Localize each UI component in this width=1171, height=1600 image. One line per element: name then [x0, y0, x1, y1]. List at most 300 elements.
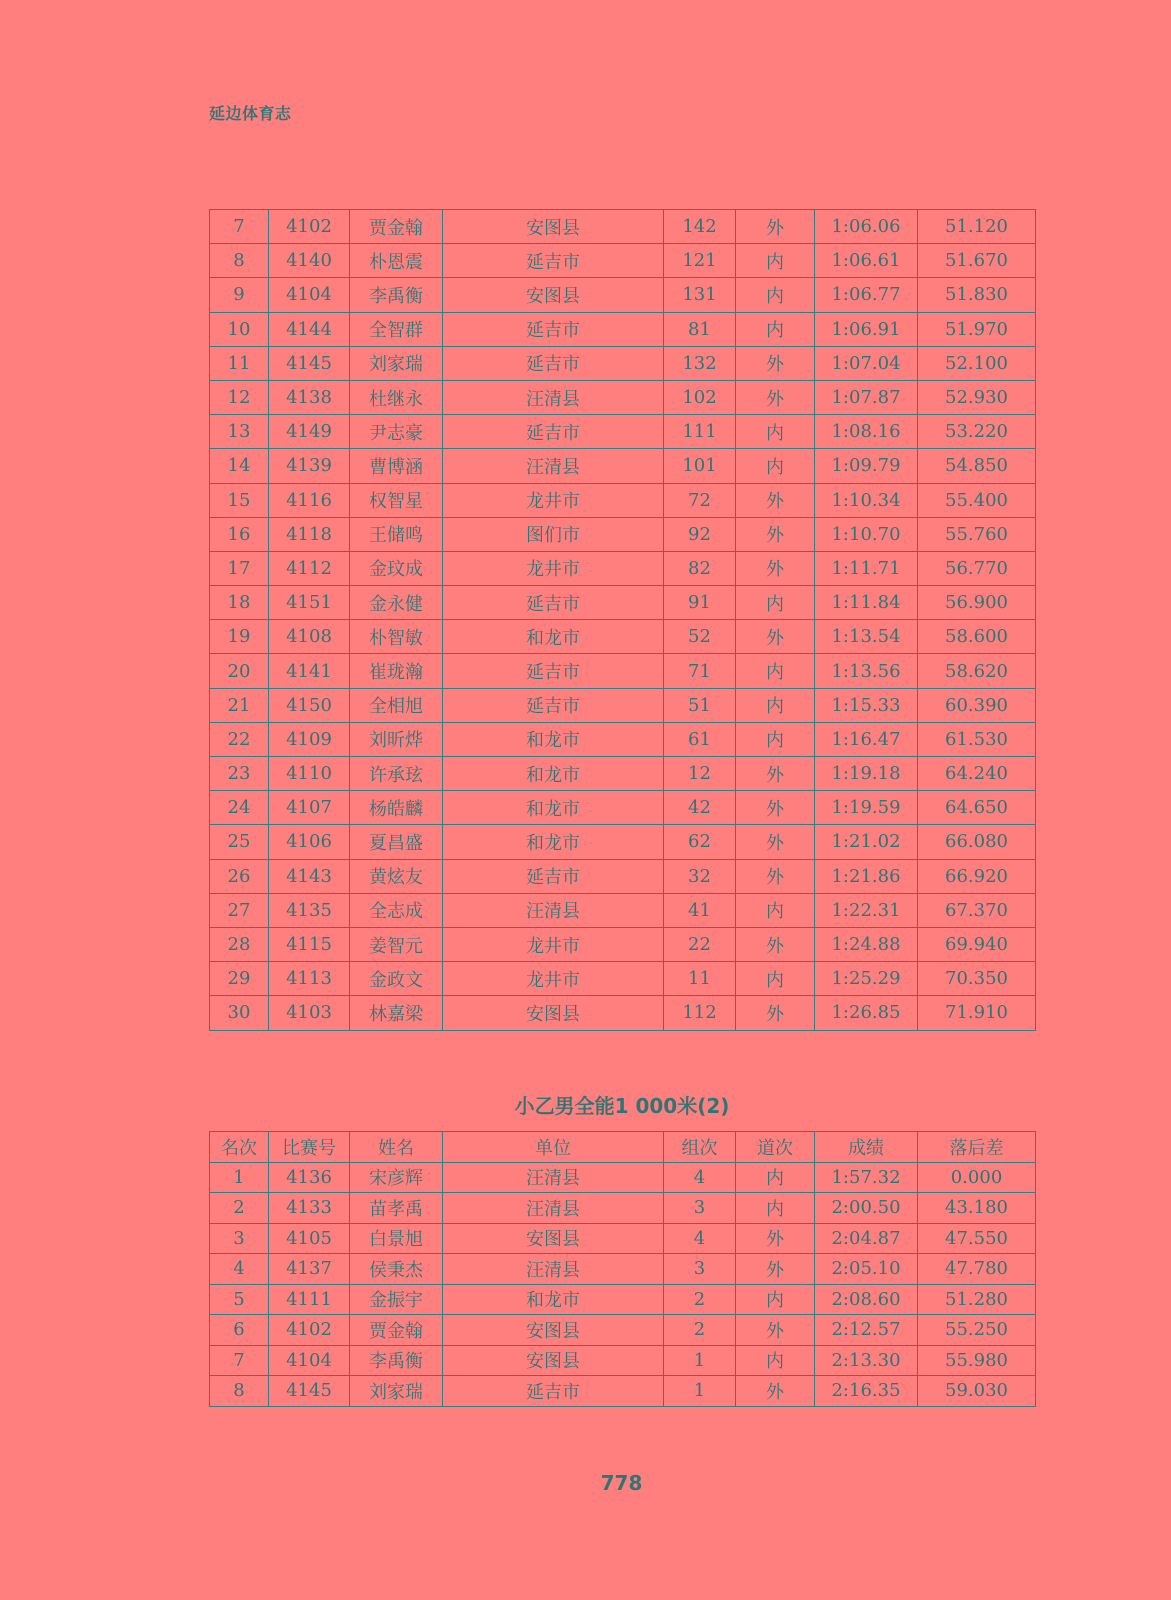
table-row [210, 996, 1036, 1030]
gap-cell: 51.280 [918, 1284, 1036, 1315]
group-cell: 42 [664, 791, 736, 825]
group-cell: 112 [664, 996, 736, 1030]
lane-cell: 外 [736, 996, 815, 1030]
unit-cell: 安图县 [443, 1223, 664, 1254]
bib-number-cell: 4145 [269, 346, 350, 380]
table-row [210, 278, 1036, 312]
time-cell: 1:21.02 [815, 825, 918, 859]
unit-cell: 安图县 [443, 996, 664, 1030]
athlete-name-cell: 刘家瑞 [350, 1376, 443, 1407]
gap-cell: 51.670 [918, 244, 1036, 278]
time-cell: 1:24.88 [815, 927, 918, 961]
lane-cell: 外 [736, 620, 815, 654]
athlete-name-cell: 王储鸣 [350, 517, 443, 551]
lane-cell: 内 [736, 1162, 815, 1193]
gap-cell: 55.980 [918, 1345, 1036, 1376]
group-cell: 72 [664, 483, 736, 517]
time-cell: 1:06.61 [815, 244, 918, 278]
bib-number-cell: 4133 [269, 1193, 350, 1224]
group-cell: 4 [664, 1223, 736, 1254]
athlete-name-cell: 苗孝禹 [350, 1193, 443, 1224]
time-cell: 2:00.50 [815, 1193, 918, 1224]
table-row [210, 1162, 1036, 1193]
lane-cell: 内 [736, 278, 815, 312]
time-cell: 1:06.77 [815, 278, 918, 312]
athlete-name-cell: 贾金翰 [350, 210, 443, 244]
gap-cell: 51.120 [918, 210, 1036, 244]
athlete-name-cell: 贾金翰 [350, 1315, 443, 1346]
bib-number-cell: 4107 [269, 791, 350, 825]
time-cell: 2:04.87 [815, 1223, 918, 1254]
bib-number-cell: 4116 [269, 483, 350, 517]
unit-cell: 安图县 [443, 278, 664, 312]
group-cell: 82 [664, 551, 736, 585]
table-row [210, 757, 1036, 791]
lane-cell: 外 [736, 1254, 815, 1285]
time-cell: 1:09.79 [815, 449, 918, 483]
table-row [210, 380, 1036, 414]
group-cell: 131 [664, 278, 736, 312]
table-row [210, 791, 1036, 825]
bib-number-cell: 4108 [269, 620, 350, 654]
unit-cell: 安图县 [443, 1345, 664, 1376]
athlete-name-cell: 金政文 [350, 962, 443, 996]
gap-cell: 51.830 [918, 278, 1036, 312]
lane-cell: 外 [736, 1376, 815, 1407]
table-row [210, 415, 1036, 449]
rank-cell: 28 [210, 927, 269, 961]
time-cell: 1:22.31 [815, 893, 918, 927]
gap-cell: 64.240 [918, 757, 1036, 791]
bib-number-cell: 4113 [269, 962, 350, 996]
lane-cell: 外 [736, 380, 815, 414]
athlete-name-cell: 杨皓麟 [350, 791, 443, 825]
lane-cell: 内 [736, 449, 815, 483]
athlete-name-cell: 林嘉梁 [350, 996, 443, 1030]
table-row [210, 483, 1036, 517]
group-cell: 4 [664, 1162, 736, 1193]
group-cell: 91 [664, 586, 736, 620]
group-cell: 102 [664, 380, 736, 414]
time-cell: 1:21.86 [815, 859, 918, 893]
time-cell: 1:10.70 [815, 517, 918, 551]
group-cell: 101 [664, 449, 736, 483]
athlete-name-cell: 全智群 [350, 312, 443, 346]
time-cell: 2:13.30 [815, 1345, 918, 1376]
time-cell: 1:10.34 [815, 483, 918, 517]
group-cell: 132 [664, 346, 736, 380]
unit-cell: 汪清县 [443, 1162, 664, 1193]
gap-cell: 66.920 [918, 859, 1036, 893]
rank-cell: 14 [210, 449, 269, 483]
rank-cell: 3 [210, 1223, 269, 1254]
unit-cell: 和龙市 [443, 620, 664, 654]
column-header: 单位 [443, 1132, 664, 1163]
table-row [210, 893, 1036, 927]
group-cell: 2 [664, 1284, 736, 1315]
group-cell: 71 [664, 654, 736, 688]
table-row [210, 346, 1036, 380]
table-row [210, 517, 1036, 551]
athlete-name-cell: 崔珑瀚 [350, 654, 443, 688]
lane-cell: 内 [736, 586, 815, 620]
gap-cell: 55.760 [918, 517, 1036, 551]
bib-number-cell: 4105 [269, 1223, 350, 1254]
time-cell: 1:13.54 [815, 620, 918, 654]
time-cell: 1:15.33 [815, 688, 918, 722]
group-cell: 22 [664, 927, 736, 961]
lane-cell: 内 [736, 893, 815, 927]
bib-number-cell: 4104 [269, 1345, 350, 1376]
group-cell: 2 [664, 1315, 736, 1346]
unit-cell: 延吉市 [443, 859, 664, 893]
lane-cell: 内 [736, 415, 815, 449]
gap-cell: 61.530 [918, 722, 1036, 756]
unit-cell: 延吉市 [443, 654, 664, 688]
gap-cell: 43.180 [918, 1193, 1036, 1224]
lane-cell: 内 [736, 312, 815, 346]
bib-number-cell: 4144 [269, 312, 350, 346]
gap-cell: 69.940 [918, 927, 1036, 961]
rank-cell: 9 [210, 278, 269, 312]
bib-number-cell: 4110 [269, 757, 350, 791]
group-cell: 92 [664, 517, 736, 551]
bib-number-cell: 4109 [269, 722, 350, 756]
time-cell: 1:13.56 [815, 654, 918, 688]
table-row [210, 859, 1036, 893]
athlete-name-cell: 权智星 [350, 483, 443, 517]
unit-cell: 汪清县 [443, 893, 664, 927]
table-row [210, 825, 1036, 859]
bib-number-cell: 4137 [269, 1254, 350, 1285]
group-cell: 3 [664, 1254, 736, 1285]
gap-cell: 70.350 [918, 962, 1036, 996]
bib-number-cell: 4139 [269, 449, 350, 483]
rank-cell: 7 [210, 1345, 269, 1376]
time-cell: 1:06.91 [815, 312, 918, 346]
bib-number-cell: 4151 [269, 586, 350, 620]
time-cell: 2:05.10 [815, 1254, 918, 1285]
gap-cell: 59.030 [918, 1376, 1036, 1407]
unit-cell: 和龙市 [443, 1284, 664, 1315]
athlete-name-cell: 李禹衡 [350, 1345, 443, 1376]
unit-cell: 安图县 [443, 210, 664, 244]
gap-cell: 56.900 [918, 586, 1036, 620]
time-cell: 1:11.71 [815, 551, 918, 585]
lane-cell: 外 [736, 757, 815, 791]
group-cell: 1 [664, 1345, 736, 1376]
lane-cell: 内 [736, 1284, 815, 1315]
rank-cell: 23 [210, 757, 269, 791]
unit-cell: 延吉市 [443, 415, 664, 449]
athlete-name-cell: 金永健 [350, 586, 443, 620]
table-row [210, 1193, 1036, 1224]
group-cell: 11 [664, 962, 736, 996]
lane-cell: 内 [736, 1193, 815, 1224]
athlete-name-cell: 夏昌盛 [350, 825, 443, 859]
table-row [210, 962, 1036, 996]
gap-cell: 0.000 [918, 1162, 1036, 1193]
table-row [210, 449, 1036, 483]
unit-cell: 延吉市 [443, 688, 664, 722]
group-cell: 61 [664, 722, 736, 756]
bib-number-cell: 4115 [269, 927, 350, 961]
unit-cell: 和龙市 [443, 825, 664, 859]
time-cell: 1:06.06 [815, 210, 918, 244]
table-row [210, 620, 1036, 654]
column-header: 落后差 [918, 1132, 1036, 1163]
gap-cell: 64.650 [918, 791, 1036, 825]
rank-cell: 30 [210, 996, 269, 1030]
lane-cell: 外 [736, 346, 815, 380]
group-cell: 52 [664, 620, 736, 654]
gap-cell: 58.620 [918, 654, 1036, 688]
running-header: 延边体育志 [209, 104, 292, 123]
group-cell: 41 [664, 893, 736, 927]
gap-cell: 52.100 [918, 346, 1036, 380]
group-cell: 12 [664, 757, 736, 791]
lane-cell: 外 [736, 517, 815, 551]
group-cell: 62 [664, 825, 736, 859]
rank-cell: 2 [210, 1193, 269, 1224]
lane-cell: 内 [736, 722, 815, 756]
gap-cell: 53.220 [918, 415, 1036, 449]
table-row [210, 1284, 1036, 1315]
unit-cell: 龙井市 [443, 927, 664, 961]
group-cell: 111 [664, 415, 736, 449]
athlete-name-cell: 全志成 [350, 893, 443, 927]
rank-cell: 16 [210, 517, 269, 551]
athlete-name-cell: 白景旭 [350, 1223, 443, 1254]
rank-cell: 26 [210, 859, 269, 893]
rank-cell: 25 [210, 825, 269, 859]
rank-cell: 27 [210, 893, 269, 927]
athlete-name-cell: 朴智敏 [350, 620, 443, 654]
rank-cell: 19 [210, 620, 269, 654]
athlete-name-cell: 姜智元 [350, 927, 443, 961]
time-cell: 1:07.87 [815, 380, 918, 414]
bib-number-cell: 4149 [269, 415, 350, 449]
rank-cell: 5 [210, 1284, 269, 1315]
bib-number-cell: 4143 [269, 859, 350, 893]
rank-cell: 13 [210, 415, 269, 449]
athlete-name-cell: 侯秉杰 [350, 1254, 443, 1285]
rank-cell: 8 [210, 244, 269, 278]
time-cell: 2:12.57 [815, 1315, 918, 1346]
unit-cell: 汪清县 [443, 380, 664, 414]
table-row [210, 1254, 1036, 1285]
lane-cell: 外 [736, 859, 815, 893]
rank-cell: 21 [210, 688, 269, 722]
lane-cell: 内 [736, 654, 815, 688]
athlete-name-cell: 尹志豪 [350, 415, 443, 449]
column-header: 姓名 [350, 1132, 443, 1163]
rank-cell: 12 [210, 380, 269, 414]
table-row [210, 244, 1036, 278]
rank-cell: 22 [210, 722, 269, 756]
athlete-name-cell: 曹博涵 [350, 449, 443, 483]
athlete-name-cell: 李禹衡 [350, 278, 443, 312]
unit-cell: 延吉市 [443, 1376, 664, 1407]
unit-cell: 龙井市 [443, 551, 664, 585]
lane-cell: 外 [736, 1223, 815, 1254]
results-table-1000m [209, 1131, 1036, 1407]
bib-number-cell: 4111 [269, 1284, 350, 1315]
lane-cell: 外 [736, 791, 815, 825]
bib-number-cell: 4102 [269, 1315, 350, 1346]
results-table-continued [209, 209, 1036, 1031]
athlete-name-cell: 朴恩震 [350, 244, 443, 278]
athlete-name-cell: 刘昕烨 [350, 722, 443, 756]
athlete-name-cell: 全相旭 [350, 688, 443, 722]
unit-cell: 延吉市 [443, 244, 664, 278]
bib-number-cell: 4102 [269, 210, 350, 244]
time-cell: 1:25.29 [815, 962, 918, 996]
gap-cell: 66.080 [918, 825, 1036, 859]
gap-cell: 58.600 [918, 620, 1036, 654]
lane-cell: 内 [736, 244, 815, 278]
lane-cell: 外 [736, 551, 815, 585]
athlete-name-cell: 杜继永 [350, 380, 443, 414]
time-cell: 1:57.32 [815, 1162, 918, 1193]
rank-cell: 20 [210, 654, 269, 688]
column-header: 名次 [210, 1132, 269, 1163]
rank-cell: 1 [210, 1162, 269, 1193]
rank-cell: 8 [210, 1376, 269, 1407]
rank-cell: 11 [210, 346, 269, 380]
rank-cell: 24 [210, 791, 269, 825]
unit-cell: 汪清县 [443, 449, 664, 483]
lane-cell: 外 [736, 927, 815, 961]
table-row [210, 722, 1036, 756]
unit-cell: 汪清县 [443, 1193, 664, 1224]
rank-cell: 7 [210, 210, 269, 244]
athlete-name-cell: 刘家瑞 [350, 346, 443, 380]
rank-cell: 6 [210, 1315, 269, 1346]
bib-number-cell: 4103 [269, 996, 350, 1030]
page-number: 778 [600, 1471, 643, 1495]
column-header: 道次 [736, 1132, 815, 1163]
lane-cell: 外 [736, 1315, 815, 1346]
bib-number-cell: 4104 [269, 278, 350, 312]
section-title: 小乙男全能1 000米(2) [514, 1094, 730, 1118]
table-row [210, 1223, 1036, 1254]
rank-cell: 29 [210, 962, 269, 996]
group-cell: 81 [664, 312, 736, 346]
table-row [210, 210, 1036, 244]
bib-number-cell: 4106 [269, 825, 350, 859]
group-cell: 121 [664, 244, 736, 278]
rank-cell: 17 [210, 551, 269, 585]
unit-cell: 安图县 [443, 1315, 664, 1346]
unit-cell: 延吉市 [443, 346, 664, 380]
rank-cell: 10 [210, 312, 269, 346]
lane-cell: 外 [736, 210, 815, 244]
bib-number-cell: 4112 [269, 551, 350, 585]
table-row [210, 551, 1036, 585]
group-cell: 51 [664, 688, 736, 722]
group-cell: 3 [664, 1193, 736, 1224]
time-cell: 1:26.85 [815, 996, 918, 1030]
gap-cell: 71.910 [918, 996, 1036, 1030]
group-cell: 142 [664, 210, 736, 244]
results-table-body [210, 210, 1036, 1031]
time-cell: 2:16.35 [815, 1376, 918, 1407]
athlete-name-cell: 金振宇 [350, 1284, 443, 1315]
group-cell: 32 [664, 859, 736, 893]
results-table-body [210, 1162, 1036, 1406]
unit-cell: 龙井市 [443, 483, 664, 517]
rank-cell: 15 [210, 483, 269, 517]
gap-cell: 55.250 [918, 1315, 1036, 1346]
gap-cell: 67.370 [918, 893, 1036, 927]
time-cell: 1:08.16 [815, 415, 918, 449]
lane-cell: 内 [736, 1345, 815, 1376]
gap-cell: 60.390 [918, 688, 1036, 722]
bib-number-cell: 4141 [269, 654, 350, 688]
gap-cell: 47.780 [918, 1254, 1036, 1285]
column-header: 成绩 [815, 1132, 918, 1163]
bib-number-cell: 4118 [269, 517, 350, 551]
gap-cell: 56.770 [918, 551, 1036, 585]
gap-cell: 52.930 [918, 380, 1036, 414]
athlete-name-cell: 金玟成 [350, 551, 443, 585]
table-row [210, 688, 1036, 722]
table-row [210, 654, 1036, 688]
athlete-name-cell: 黄炫友 [350, 859, 443, 893]
bib-number-cell: 4135 [269, 893, 350, 927]
time-cell: 2:08.60 [815, 1284, 918, 1315]
time-cell: 1:16.47 [815, 722, 918, 756]
rank-cell: 18 [210, 586, 269, 620]
group-cell: 1 [664, 1376, 736, 1407]
table-row [210, 1315, 1036, 1346]
gap-cell: 55.400 [918, 483, 1036, 517]
table-row [210, 586, 1036, 620]
unit-cell: 和龙市 [443, 791, 664, 825]
column-header: 组次 [664, 1132, 736, 1163]
unit-cell: 延吉市 [443, 586, 664, 620]
bib-number-cell: 4138 [269, 380, 350, 414]
time-cell: 1:19.18 [815, 757, 918, 791]
gap-cell: 47.550 [918, 1223, 1036, 1254]
gap-cell: 51.970 [918, 312, 1036, 346]
bib-number-cell: 4140 [269, 244, 350, 278]
unit-cell: 龙井市 [443, 962, 664, 996]
athlete-name-cell: 许承玹 [350, 757, 443, 791]
table-row [210, 1345, 1036, 1376]
athlete-name-cell: 宋彦辉 [350, 1162, 443, 1193]
table-row [210, 927, 1036, 961]
table-row [210, 312, 1036, 346]
time-cell: 1:11.84 [815, 586, 918, 620]
gap-cell: 54.850 [918, 449, 1036, 483]
unit-cell: 延吉市 [443, 312, 664, 346]
column-header: 比赛号 [269, 1132, 350, 1163]
time-cell: 1:19.59 [815, 791, 918, 825]
lane-cell: 内 [736, 688, 815, 722]
lane-cell: 外 [736, 825, 815, 859]
bib-number-cell: 4145 [269, 1376, 350, 1407]
unit-cell: 和龙市 [443, 757, 664, 791]
table-row [210, 1376, 1036, 1407]
rank-cell: 4 [210, 1254, 269, 1285]
bib-number-cell: 4136 [269, 1162, 350, 1193]
time-cell: 1:07.04 [815, 346, 918, 380]
lane-cell: 内 [736, 962, 815, 996]
lane-cell: 外 [736, 483, 815, 517]
table-header-row [210, 1132, 1036, 1163]
